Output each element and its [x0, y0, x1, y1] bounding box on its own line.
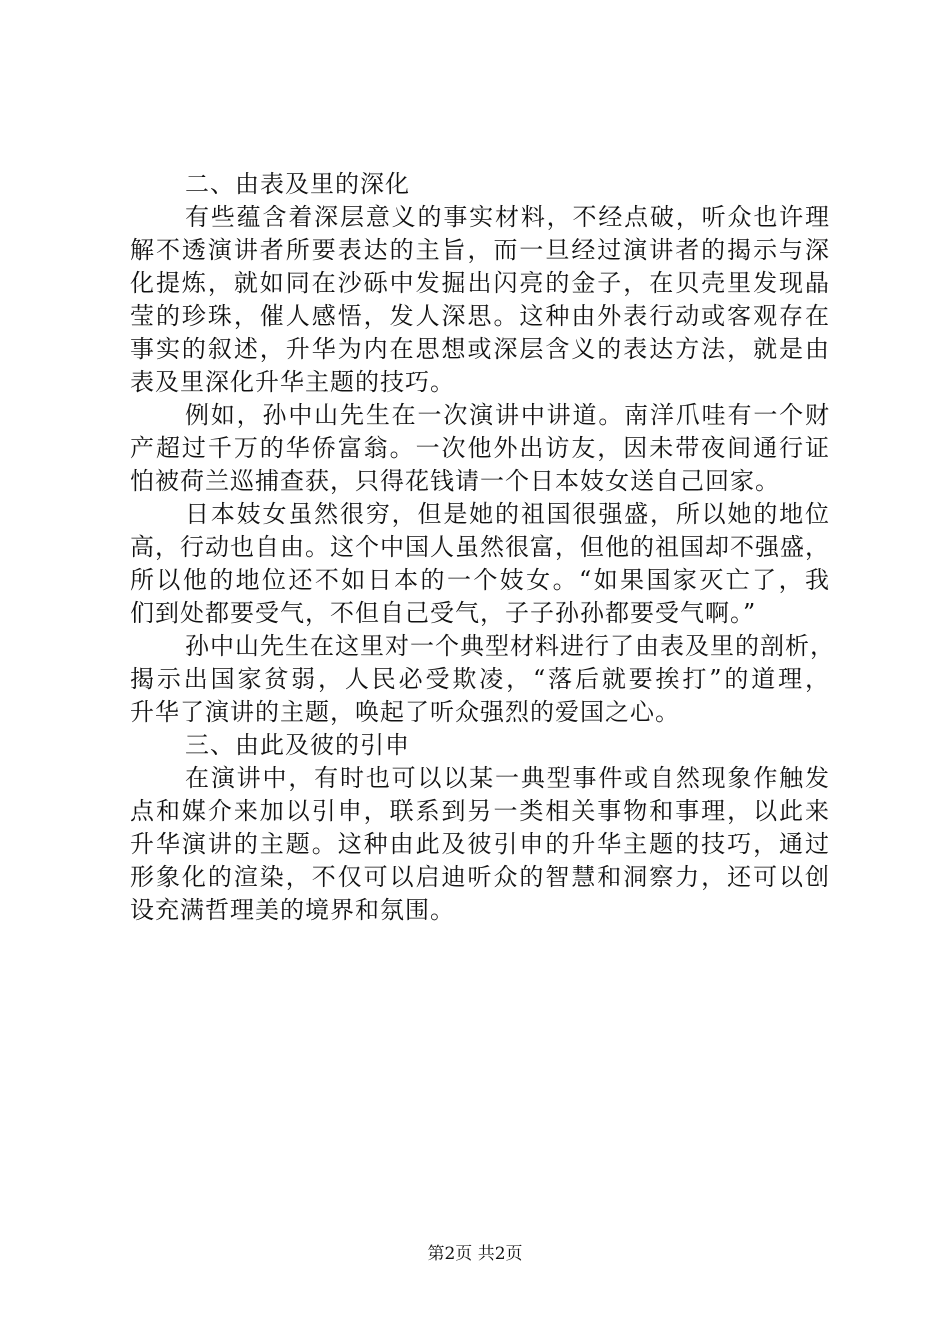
- paragraph-line: 揭示出国家贫弱，人民必受欺凌，“落后就要挨打”的道理，: [130, 665, 830, 693]
- paragraph-line: 高，行动也自由。这个中国人虽然很富，但他的祖国却不强盛，: [130, 533, 830, 561]
- paragraph-line: 升华演讲的主题。这种由此及彼引申的升华主题的技巧，通过: [130, 830, 830, 858]
- paragraph-line: 在演讲中，有时也可以以某一典型事件或自然现象作触发: [185, 764, 830, 792]
- paragraph-line: 孙中山先生在这里对一个典型材料进行了由表及里的剖析，: [185, 632, 835, 660]
- paragraph-line: 化提炼，就如同在沙砾中发掘出闪亮的金子，在贝壳里发现晶: [130, 269, 830, 297]
- paragraph-line: 形象化的渲染，不仅可以启迪听众的智慧和洞察力，还可以创: [130, 863, 830, 891]
- paragraph-line: 怕被荷兰巡捕查获，只得花钱请一个日本妓女送自己回家。: [130, 467, 780, 495]
- paragraph-line: 莹的珍珠，催人感悟，发人深思。这种由外表行动或客观存在: [130, 302, 830, 330]
- paragraph-line: 有些蕴含着深层意义的事实材料，不经点破，听众也许理: [185, 203, 830, 231]
- paragraph-line: 表及里深化升华主题的技巧。: [130, 368, 455, 396]
- paragraph-line: 设充满哲理美的境界和氛围。: [130, 896, 455, 924]
- section-heading: 三、由此及彼的引申: [185, 731, 410, 759]
- section-heading: 二、由表及里的深化: [185, 170, 410, 198]
- document-body: [130, 168, 835, 927]
- paragraph-line: 点和媒介来加以引申，联系到另一类相关事物和事理，以此来: [130, 797, 830, 825]
- paragraph-line: 解不透演讲者所要表达的主旨，而一旦经过演讲者的揭示与深: [130, 236, 830, 264]
- page-number-footer: 第2页 共2页: [427, 1244, 523, 1264]
- paragraph-line: 所以他的地位还不如日本的一个妓女。“如果国家灭亡了，我: [130, 566, 830, 594]
- paragraph-line: 产超过千万的华侨富翁。一次他外出访友，因未带夜间通行证: [130, 434, 830, 462]
- paragraph-line: 事实的叙述，升华为内在思想或深层含义的表达方法，就是由: [130, 335, 830, 363]
- paragraph-line: 升华了演讲的主题，唤起了听众强烈的爱国之心。: [130, 698, 680, 726]
- paragraph-line: 们到处都要受气，不但自己受气，子子孙孙都要受气啊。”: [130, 599, 757, 627]
- paragraph-line: 日本妓女虽然很穷，但是她的祖国很强盛，所以她的地位: [185, 500, 830, 528]
- paragraph-line: 例如，孙中山先生在一次演讲中讲道。南洋爪哇有一个财: [185, 401, 830, 429]
